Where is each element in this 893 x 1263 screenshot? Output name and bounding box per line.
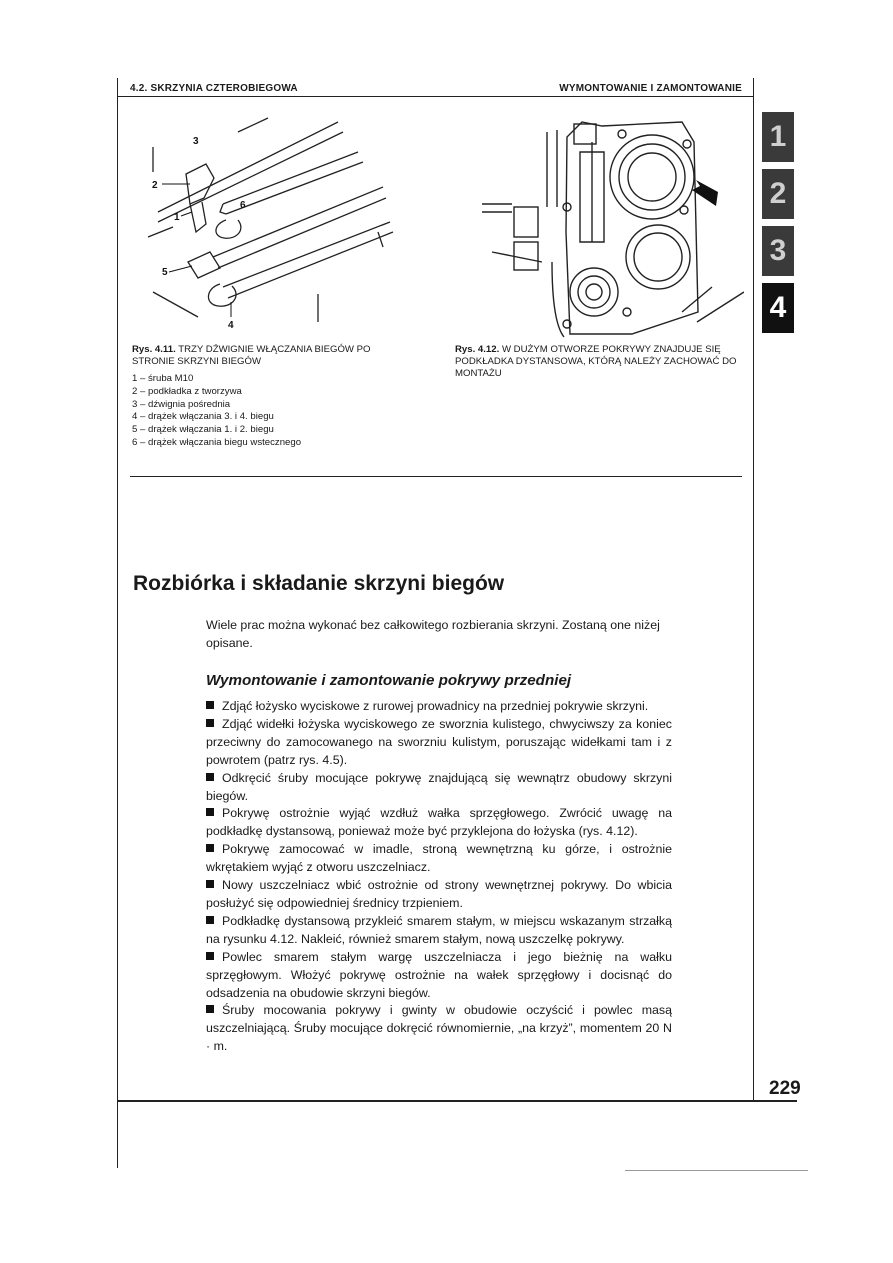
- bullet-square-icon: [206, 880, 214, 888]
- figure-4-11-title: TRZY DŹWIGNIE WŁĄCZANIA BIEGÓW PO STRONIE SKRZYNI BIEGÓW: [132, 344, 371, 368]
- figure-4-12-number: Rys. 4.12.: [455, 344, 500, 355]
- bullet-square-icon: [206, 844, 214, 852]
- step-text: Zdjąć widełki łożyska wyciskowego ze sworznia kulistego, chwyciwszy za koniec przeciwny do zamocowanego na sworzniu kulistym, poruszając widełkami tam i z powrotem (patrz rys. 4.5).: [206, 716, 672, 767]
- legend-item: 4 – drążek włączania 3. i 4. biegu: [132, 411, 274, 423]
- bullet-square-icon: [206, 1005, 214, 1013]
- list-item: [206, 913, 672, 949]
- bullet-square-icon: [206, 701, 214, 709]
- figure-4-11-legend: [132, 373, 402, 450]
- list-item: [206, 841, 672, 877]
- step-text: Nowy uszczelniacz wbić ostrożnie od strony wewnętrznej pokrywy. Do wbicia posłużyć się odpowiedniej średnicy trzpieniem.: [206, 878, 672, 910]
- step-text: Odkręcić śruby mocujące pokrywę znajdującą się wewnątrz obudowy skrzyni biegów.: [206, 770, 672, 803]
- figure-4-11-label-4: 4: [228, 320, 234, 331]
- header-rule: [117, 96, 754, 97]
- figure-4-11-gear-levers-drawing: [128, 112, 398, 337]
- list-item: [206, 949, 672, 1003]
- legend-item: 3 – dźwignia pośrednia: [132, 398, 231, 410]
- figure-4-12-title: W DUŻYM OTWORZE POKRYWY ZNAJDUJE SIĘ PODKŁADKA DYSTANSOWA, KTÓRĄ NALEŻY ZACHOWAĆ DO MONTAŻU: [455, 344, 737, 380]
- subsection-title: Wymontowanie i zamontowanie pokrywy przedniej: [206, 672, 572, 689]
- running-header-right: WYMONTOWANIE I ZAMONTOWANIE: [559, 83, 742, 94]
- procedure-steps: [206, 698, 672, 1056]
- figure-4-12-gearbox-cover-drawing: [482, 112, 744, 342]
- bullet-square-icon: [206, 916, 214, 924]
- section-title: Rozbiórka i składanie skrzyni biegów: [133, 572, 505, 595]
- list-item: [206, 877, 672, 913]
- figure-4-11-caption: [132, 344, 402, 368]
- list-item: [206, 805, 672, 841]
- chapter-tabs: [762, 112, 794, 340]
- step-text: Podkładkę dystansową przykleić smarem stałym, w miejscu wskazanym strzałką na rysunku 4.12. Nakleić, również smarem stałym, nową uszczelkę pokrywy.: [206, 913, 672, 946]
- figure-4-11-label-5: 5: [162, 267, 168, 278]
- left-border-line: [117, 78, 118, 1168]
- step-text: Zdjąć łożysko wyciskowe z rurowej prowadnicy na przedniej pokrywie skrzyni.: [222, 699, 649, 713]
- figure-4-11-number: Rys. 4.11.: [132, 344, 176, 355]
- page-number: 229: [769, 1078, 801, 1099]
- chapter-tab-1: 1: [762, 112, 794, 162]
- step-text: Pokrywę zamocować w imadle, stroną wewnętrzną ku górze, i ostrożnie wkrętakiem wyjąć z otworu uszczelniacz.: [206, 842, 672, 875]
- legend-item: 6 – drążek włączania biegu wstecznego: [132, 436, 302, 448]
- legend-item: 1 – śruba M10: [132, 373, 194, 384]
- step-text: Powlec smarem stałym wargę uszczelniacza i jego bieżnię na wałku sprzęgłowym. Włożyć pokrywę ostrożnie na wałek sprzęgłowy i docisnąć do odsadzenia na obudowie skrzyni biegów.: [206, 949, 672, 1000]
- figure-4-11-label-1: 1: [174, 212, 180, 223]
- running-header-left: 4.2. SKRZYNIA CZTEROBIEGOWA: [130, 83, 298, 94]
- chapter-tab-4: 4: [762, 283, 794, 333]
- bullet-square-icon: [206, 952, 214, 960]
- chapter-tab-3: 3: [762, 226, 794, 276]
- legend-item: 5 – drążek włączania 1. i 2. biegu: [132, 424, 274, 436]
- step-text: Pokrywę ostrożnie wyjąć wzdłuż wałka sprzęgłowego. Zwrócić uwagę na podkładkę dystansową, ponieważ może być przyklejona do łożyska (rys. 4.12).: [206, 806, 672, 839]
- bullet-square-icon: [206, 773, 214, 781]
- figure-separator-rule: [130, 476, 742, 477]
- list-item: [206, 716, 672, 770]
- figure-4-11-label-3: 3: [193, 136, 199, 147]
- list-item: [206, 698, 672, 716]
- step-text: Śruby mocowania pokrywy i gwinty w obudowie oczyścić i powlec masą uszczelniającą. Śruby mocujące dokręcić równomiernie, „na krzyż”, momentem 20 N · m.: [206, 1003, 672, 1054]
- bullet-square-icon: [206, 808, 214, 816]
- bottom-rule: [625, 1170, 808, 1171]
- list-item: [206, 770, 672, 806]
- legend-item: 2 – podkładka z tworzywa: [132, 385, 242, 397]
- chapter-tab-2: 2: [762, 169, 794, 219]
- bullet-square-icon: [206, 719, 214, 727]
- list-item: [206, 1002, 672, 1056]
- right-border-line: [753, 78, 754, 1100]
- figure-4-12-caption: [455, 344, 745, 381]
- figure-4-11-label-6: 6: [240, 200, 246, 211]
- section-intro: Wiele prac można wykonać bez całkowitego rozbierania skrzyni. Zostaną one niżej opisane.: [206, 618, 660, 650]
- figure-4-11-label-2: 2: [152, 180, 158, 191]
- footer-rule: [117, 1100, 797, 1102]
